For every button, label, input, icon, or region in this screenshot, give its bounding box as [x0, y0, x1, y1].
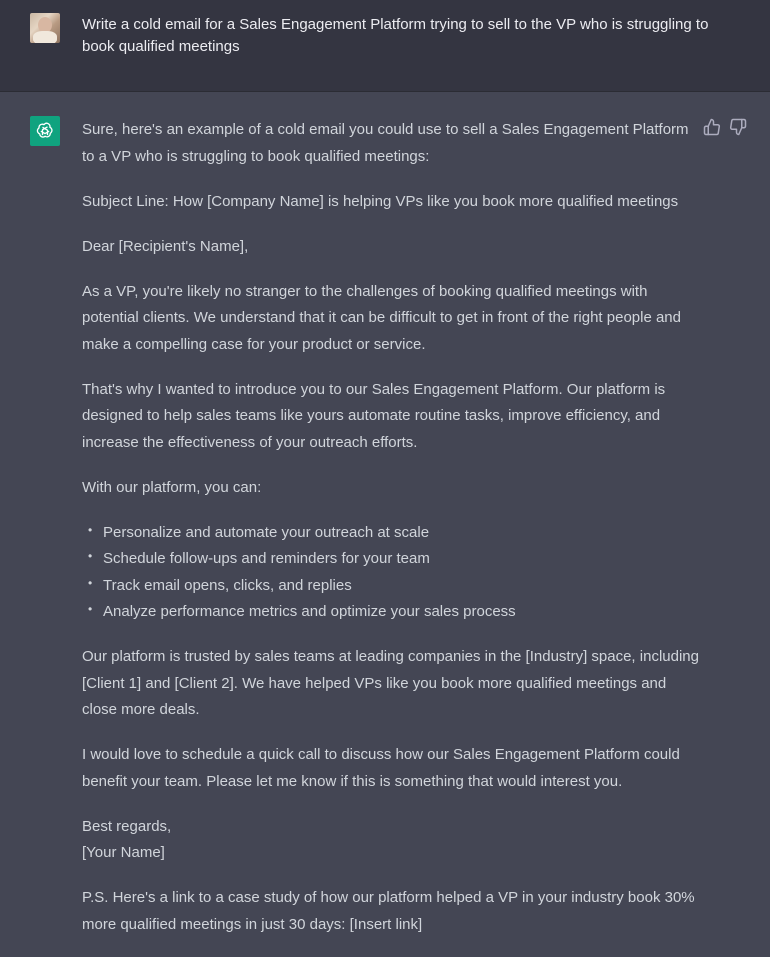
- intro-paragraph: Sure, here's an example of a cold email you could use to sell a Sales Engagement Platform to a VP who is struggling to book qualified meetings:: [82, 121, 689, 165]
- greeting: Dear [Recipient's Name],: [82, 237, 249, 255]
- user-message-text: Write a cold email for a Sales Engagement Platform trying to sell to the VP who is struggling to book qualified meetings: [82, 16, 709, 55]
- user-message-row: [0, 0, 770, 92]
- assistant-message-row: [0, 92, 770, 957]
- paragraph-call-to-action: I would love to schedule a quick call to discuss how our Sales Engagement Platform could benefit your team. Please let me know if this is something that would interest you.: [82, 746, 680, 790]
- openai-logo-icon: [30, 116, 60, 146]
- paragraph-trust: Our platform is trusted by sales teams at leading companies in the [Industry] space, including [Client 1] and [Client 2]. We have helped VPs like you book more qualified meetings and close more deals.: [82, 648, 699, 718]
- thumbs-up-icon[interactable]: [703, 118, 721, 136]
- paragraph-challenges: As a VP, you're likely no stranger to the challenges of booking qualified meetings with potential clients. We understand that it can be difficult to get in front of the right people and make a compelling case for your product or service.: [82, 282, 681, 353]
- feature-list: [82, 520, 702, 626]
- paragraph-introduction: That's why I wanted to introduce you to our Sales Engagement Platform. Our platform is designed to help sales teams like yours automate routine tasks, improve efficiency, and increase the effectiveness of your outreach efforts.: [82, 380, 666, 451]
- user-avatar: [30, 13, 60, 43]
- postscript: P.S. Here's a link to a case study of how our platform helped a VP in your industry book 30% more qualified meetings in just 30 days: [Insert link]: [82, 889, 695, 933]
- list-item: • Schedule follow-ups and reminders for your team: [88, 549, 430, 567]
- list-item: • Track email opens, clicks, and replies: [88, 575, 352, 594]
- signoff-block: [82, 814, 702, 867]
- assistant-message-text: [82, 117, 702, 957]
- signoff: Best regards,: [82, 817, 172, 835]
- subject-line: Subject Line: How [Company Name] is helping VPs like you book more qualified meetings: [82, 192, 679, 210]
- list-item: • Personalize and automate your outreach at scale: [88, 522, 430, 541]
- thumbs-down-icon[interactable]: [729, 118, 747, 136]
- list-item: • Analyze performance metrics and optimize your sales process: [88, 602, 516, 620]
- signature: [Your Name]: [82, 844, 165, 861]
- list-intro: With our platform, you can:: [82, 478, 262, 496]
